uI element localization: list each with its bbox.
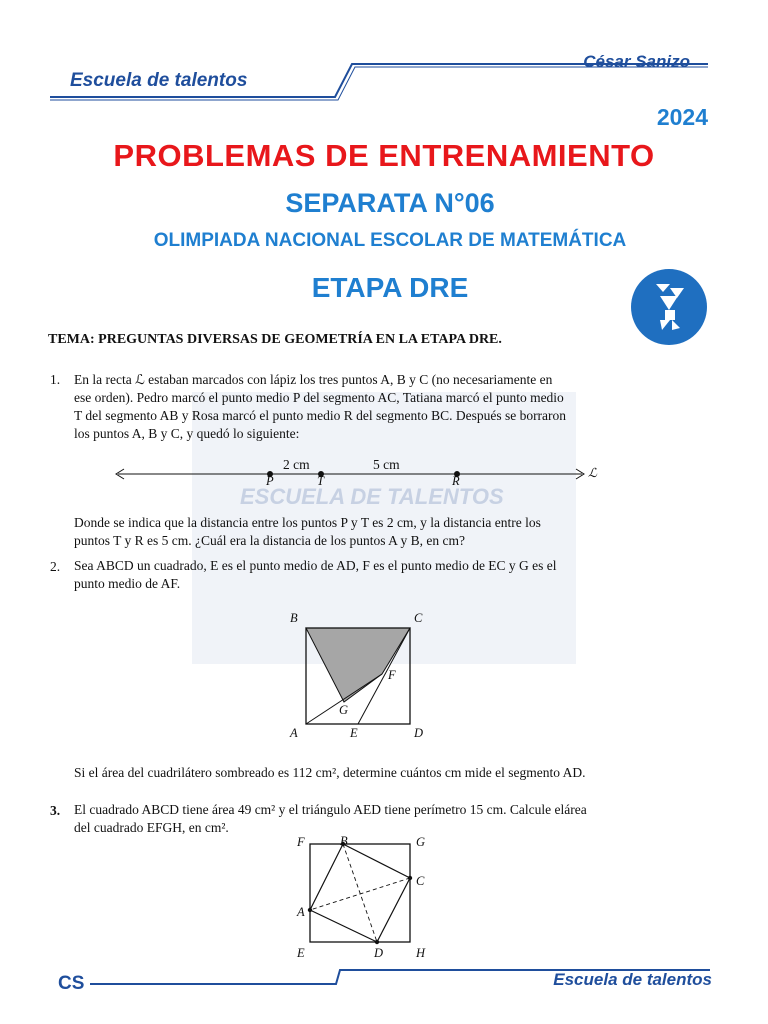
olympiad-logo xyxy=(630,268,708,346)
problem-2-text xyxy=(74,557,642,593)
label-a: A xyxy=(290,726,298,740)
problem-1-question xyxy=(74,514,642,550)
header-brand: Escuela de talentos xyxy=(70,70,248,91)
text-line: El cuadrado ABCD tiene área 49 cm² y el triángulo AED tiene perímetro 15 cm. Calcule elárea xyxy=(74,802,587,817)
text-line: ese orden). Pedro marcó el punto medio P del segmento AC, Tatiana marcó el punto medio xyxy=(74,390,564,405)
footer-initials: CS xyxy=(58,973,85,994)
problem-3-figure xyxy=(305,840,415,950)
label-f: F xyxy=(297,835,305,849)
label-d: D xyxy=(374,946,384,960)
label-e: E xyxy=(350,726,358,740)
dist-pt: 2 cm xyxy=(283,457,310,472)
problem-1-text xyxy=(74,371,642,443)
label-t: T xyxy=(317,474,324,488)
text-line: T del segmento AB y Rosa marcó el punto medio R del segmento BC. Después se borraron xyxy=(74,408,567,423)
label-g: G xyxy=(339,703,349,717)
problem-2-figure xyxy=(300,620,420,730)
label-g: G xyxy=(416,835,426,849)
problem-1-figure xyxy=(110,452,610,492)
label-p: P xyxy=(266,474,274,488)
olympiad-title: OLIMPIADA NACIONAL ESCOLAR DE MATEMÁTICA xyxy=(153,230,627,251)
header-author: César Sanizo xyxy=(583,52,690,71)
dist-tr: 5 cm xyxy=(373,457,400,472)
text-line: del cuadrado EFGH, en cm². xyxy=(74,820,229,835)
label-e: E xyxy=(297,946,305,960)
text-line: Sea ABCD un cuadrado, E es el punto medio de AD, F es el punto medio de EC y G es el xyxy=(74,558,557,573)
problem-3-text xyxy=(74,801,644,837)
text-line: Donde se indica que la distancia entre los puntos P y T es 2 cm, y la distancia entre los xyxy=(74,515,541,530)
problem-number: 3. xyxy=(50,803,61,818)
text-line: punto medio de AF. xyxy=(74,576,181,591)
label-r: R xyxy=(452,474,460,488)
footer-brand: Escuela de talentos xyxy=(553,970,712,989)
page-title: PROBLEMAS DE ENTRENAMIENTO xyxy=(113,138,655,173)
label-line: ℒ xyxy=(588,466,598,480)
label-a: A xyxy=(297,905,305,919)
label-b: B xyxy=(340,834,348,848)
stage-title: ETAPA DRE xyxy=(311,272,469,303)
text-line: los puntos A, B y C, y quedó lo siguiente: xyxy=(74,426,300,441)
label-b: B xyxy=(290,611,298,625)
problem-number: 2. xyxy=(50,559,61,574)
problem-number: 1. xyxy=(50,372,61,387)
label-f: F xyxy=(388,668,396,682)
text-line: En la recta ℒ estaban marcados con lápiz los tres puntos A, B y C (no necesariamente en xyxy=(74,372,553,387)
label-c: C xyxy=(416,874,425,888)
text-line: puntos T y R es 5 cm. ¿Cuál era la distancia de los puntos A y B, en cm? xyxy=(74,533,465,548)
label-c: C xyxy=(414,611,423,625)
label-d: D xyxy=(414,726,424,740)
separata-title: SEPARATA N°06 xyxy=(285,188,495,218)
year: 2024 xyxy=(656,104,708,130)
topic-heading: TEMA: PREGUNTAS DIVERSAS DE GEOMETRÍA EN LA ETAPA DRE. xyxy=(48,332,502,347)
watermark-text: ESCUELA DE TALENTOS xyxy=(240,484,504,509)
label-h: H xyxy=(416,946,426,960)
problem-2-question: Si el área del cuadrilátero sombreado es 112 cm², determine cuántos cm mide el segmento AD. xyxy=(74,765,586,780)
